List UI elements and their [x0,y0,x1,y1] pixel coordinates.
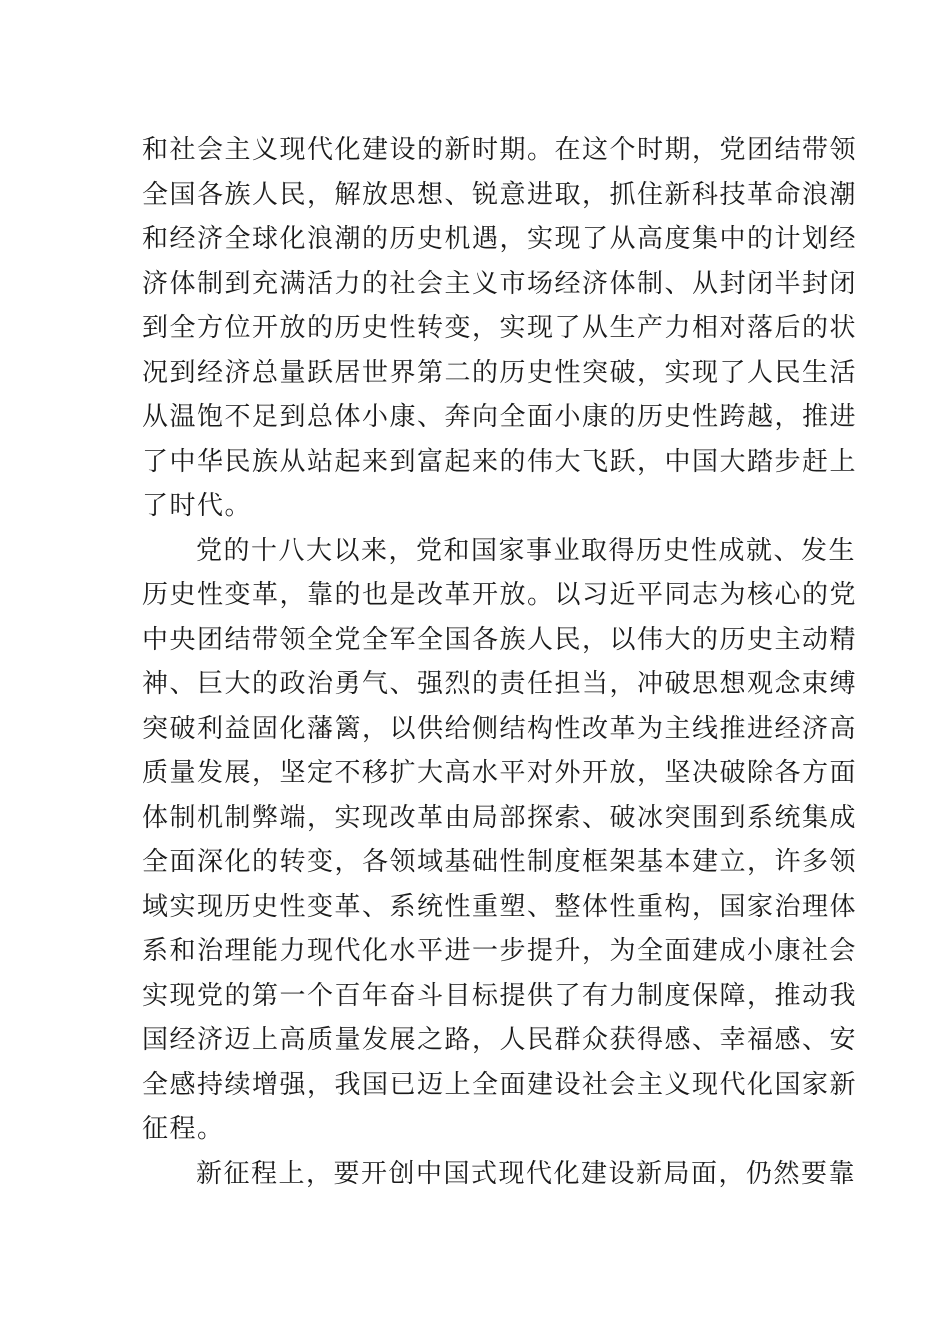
text-line: 况到经济总量跃居世界第二的历史性突破，实现了人民生活 [142,357,858,388]
text-line: 质量发展，坚定不移扩大高水平对外开放，坚决破除各方面 [142,758,858,788]
text-line: 和经济全球化浪潮的历史机遇，实现了从高度集中的计划经 [142,224,858,254]
text-line: 了中华民族从站起来到富起来的伟大飞跃，中国大踏步赶上 [142,446,858,477]
text-line: 了时代。 [142,491,253,521]
text-line: 国经济迈上高质量发展之路，人民群众获得感、幸福感、安 [142,1025,858,1055]
text-line: 域实现历史性变革、系统性重塑、整体性重构，国家治理体 [142,891,858,922]
paragraph-start-line: 新征程上，要开创中国式现代化建设新局面，仍然要靠 [196,1158,857,1189]
text-line: 体制机制弊端，实现改革由局部探索、破冰突围到系统集成 [142,802,858,833]
text-line: 历史性变革，靠的也是改革开放。以习近平同志为核心的党 [142,580,858,610]
text-line: 全感持续增强，我国已迈上全面建设社会主义现代化国家新 [142,1069,858,1100]
text-line: 从温饱不足到总体小康、奔向全面小康的历史性跨越，推进 [142,402,858,432]
text-line: 全国各族人民，解放思想、锐意进取，抓住新科技革命浪潮 [142,179,858,210]
text-line: 突破利益固化藩篱，以供给侧结构性改革为主线推进经济高 [142,713,858,744]
paragraph-start-line: 党的十八大以来，党和国家事业取得历史性成就、发生 [196,535,857,566]
text-line: 征程。 [142,1114,225,1144]
text-line: 实现党的第一个百年奋斗目标提供了有力制度保障，推动我 [142,980,858,1011]
text-line: 和社会主义现代化建设的新时期。在这个时期，党团结带领 [142,135,858,165]
text-line: 济体制到充满活力的社会主义市场经济体制、从封闭半封闭 [142,268,858,299]
text-line: 神、巨大的政治勇气、强烈的责任担当，冲破思想观念束缚 [142,669,858,699]
text-line: 中央团结带领全党全军全国各族人民，以伟大的历史主动精 [142,624,858,655]
body-text [142,128,858,1196]
text-line: 系和治理能力现代化水平进一步提升，为全面建成小康社会 [142,936,858,966]
text-line: 到全方位开放的历史性转变，实现了从生产力相对落后的状 [142,313,858,343]
text-line: 全面深化的转变，各领域基础性制度框架基本建立，许多领 [142,847,858,877]
